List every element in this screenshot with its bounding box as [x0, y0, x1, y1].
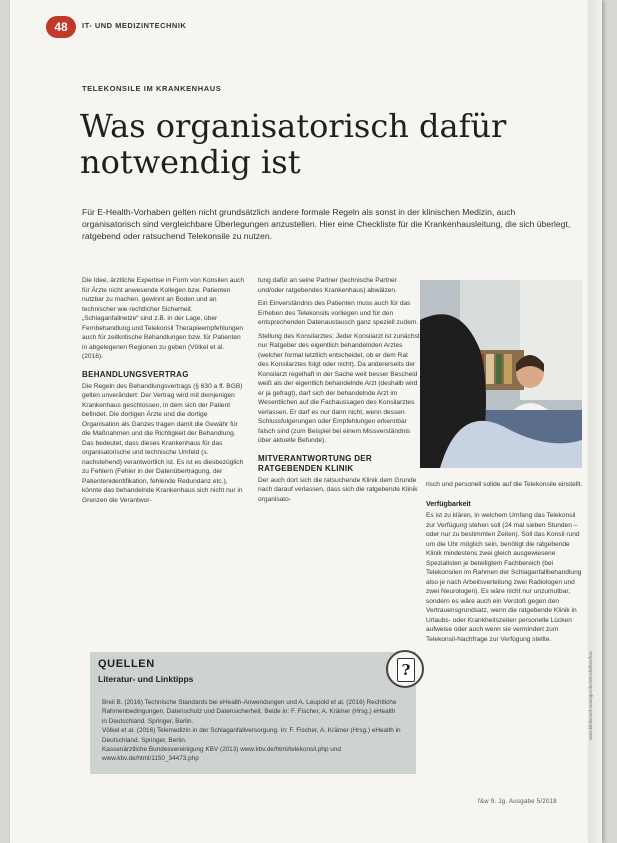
- source-item: Breil B. (2016) Technische Standards bei eHealth-Anwendungen und A. Leupold et al. (2016) Rechtliche Rahmenbedingungen, Datenschutz und Datensicherheit. Beide in: F. Fischer, A. Krämer (Hrsg.) eHealth in Deutschland. Springer, Berlin.: [102, 699, 397, 725]
- paragraph: Die Idee, ärztliche Expertise in Form von Konsilen auch für Ärzte nicht anwesende Kollegen bzw. Patienten nutzbar zu machen, gewinnt an Boden und an technischer wie rechtlicher Sicherheit. „Schlaganfallnetze“ sind z.B. in der Lage, über Fernbehandlung und Telekonsil Therapieempfehlungen auch für zeitkritische Behandlungen bzw. für Patienten in abgelegenen Regionen zu geben (Völkel et al. (2016).: [82, 277, 244, 360]
- paragraph: tung dafür an seine Partner (technische Partner und/oder ratgebendes Krankenhaus) abwälzen.: [258, 277, 397, 294]
- sources-title: QUELLEN: [98, 658, 155, 670]
- article-lead: Für E-Health-Vorhaben gelten nicht grundsätzlich andere formale Regeln als sonst in der klinischen Medizin, auch organisatorisch sind vergleichbare Überlegungen anzustellen. Hier eine Checkliste für die Krankenhausleitung, die sich überlegt, ratgebend oder ratsuchend Telekonsile zu nutzen.: [82, 207, 571, 241]
- source-item: Völkel et al. (2016) Telemedizin in der Schlaganfallversorgung. In: F. Fischer, A. Krämer (Hrsg.) eHealth in Deutschland. Springer, Berlin.: [102, 727, 401, 744]
- page-footer: f&w 9. Jg. Ausgabe 5/2018: [478, 799, 557, 805]
- sources-list: [102, 698, 402, 764]
- paragraph: Es ist zu klären, in welchem Umfang das Telekonsil zur Verfügung stehen soll (24 mal sieben Stunden – oder nur zu bestimmten Zeiten). Soll das Konsil rund um die Uhr möglich sein, benötigt die ratgebende Klinik mindestens zwei gleich ausgewiesene Spezialisten je beteiligtem Fachbereich (bei Telekonsilen im Rahmen der Schlaganfallbehandlung also je nach Arbeitsverteilung zwei Radiologen und zwei Neurologen). Es wäre nicht nur unzumutbar, sondern es wäre auch ein Verstoß gegen den Vertrauensgrundsatz, wenn die ratgebende Klinik in Urlaubs- oder Krankheitszeiten personelle Lücken aufweise oder auch wenn sie vermindert zum Telekonsil-Nachfrage zur Verfügung stellte.: [426, 512, 582, 643]
- article-photo: [420, 280, 582, 468]
- section-label: IT- UND MEDIZINTECHNIK: [82, 21, 187, 30]
- article-kicker: TELEKONSILE IM KRANKENHAUS: [82, 84, 222, 93]
- subheading-mitverantwortung: MITVERANTWORTUNG DER RATGEBENDEN KLINIK: [258, 453, 372, 473]
- paragraph: Die Regeln des Behandlungsvertrags (§ 630 a ff. BGB) gelten unverändert: Der Vertrag wird mit demjenigen Krankenhaus geschlossen, in dem sich der Patient befindet. Die dortigen Ärzte und die dortige Organisation als Ganzes tragen damit die Gewähr für die Maßnahmen und die Richtigkeit der Behandlung. Das bedeutet, dass dieses Krankenhaus für das organisatorische und technische Umfeld (s. nachstehend) verantwortlich ist. Es ist es diesbezüglich zu Fehlern (Fehler in der Datenübertragung, der Patientenidentifikation, fehlende Redundanz etc.), könnte das behandelnde Krankenhaus sich nicht nur in Grenzen die Verantwor-: [82, 382, 244, 504]
- subheading-behandlungsvertrag: BEHANDLUNGSVERTRAG: [82, 369, 189, 379]
- paragraph: Ein Einverständnis des Patienten muss auch für das Erheben des Telekonsils vorliegen und für den entsprechenden Datenaustausch ganz speziell zudem.: [258, 300, 419, 326]
- sources-box: [90, 652, 416, 774]
- paragraph: risch und personell solide auf die Telekonsile einstellt.: [426, 481, 583, 488]
- doctor-photo-illustration: [420, 280, 582, 468]
- text-column-1: [82, 276, 244, 509]
- magazine-page: [10, 0, 602, 843]
- text-column-2: [258, 276, 420, 508]
- sources-subtitle: Literatur- und Linktipps: [98, 674, 194, 684]
- source-item: Kassenärztliche Bundesvereinigung KBV (2013) www.kbv.de/html/telekonsil.php und www.kbv.de/html/1150_34473.php: [102, 746, 341, 763]
- paragraph: Der auch dort sich die ratsuchende Klinik dem Grunde nach darauf verlassen, dass sich die ratgebende Klinik organisato-: [258, 476, 418, 503]
- article-headline: Was organisatorisch dafür notwendig ist: [80, 107, 507, 181]
- text-column-3: [426, 480, 584, 648]
- paragraph: Stellung des Konsilarztes: Jeder Konsilarzt ist zunächst nur Ratgeber des eigentlich behandelnden Arztes (welcher formal letztlich entscheidet, ob er dem Rat des Konsilarztes folgt oder nicht). Da andererseits der Konsilarzt regelhaft in der Sache weit besser Bescheid weiß als der eigentlich behandelnde Arzt (deshalb wird er ja gefragt), darf sich der behandelnde Arzt im Wesentlichen auf die Fachaussagen des Konsilarztes verlassen. Er darf es nur dann nicht, wenn dessen Schlussfolgerungen oder Empfehlungen erkennbar falsch sind (zum Beispiel bei einem Missverständnis über aktuelle Befunde).: [258, 332, 420, 444]
- side-note: www.bibliomed-manager.de/zeitschriften/fuw: [588, 651, 593, 740]
- page-number-badge: 48: [46, 16, 76, 38]
- subheading-verfuegbarkeit: Verfügbarkeit: [426, 500, 471, 508]
- question-icon: ?: [386, 650, 424, 688]
